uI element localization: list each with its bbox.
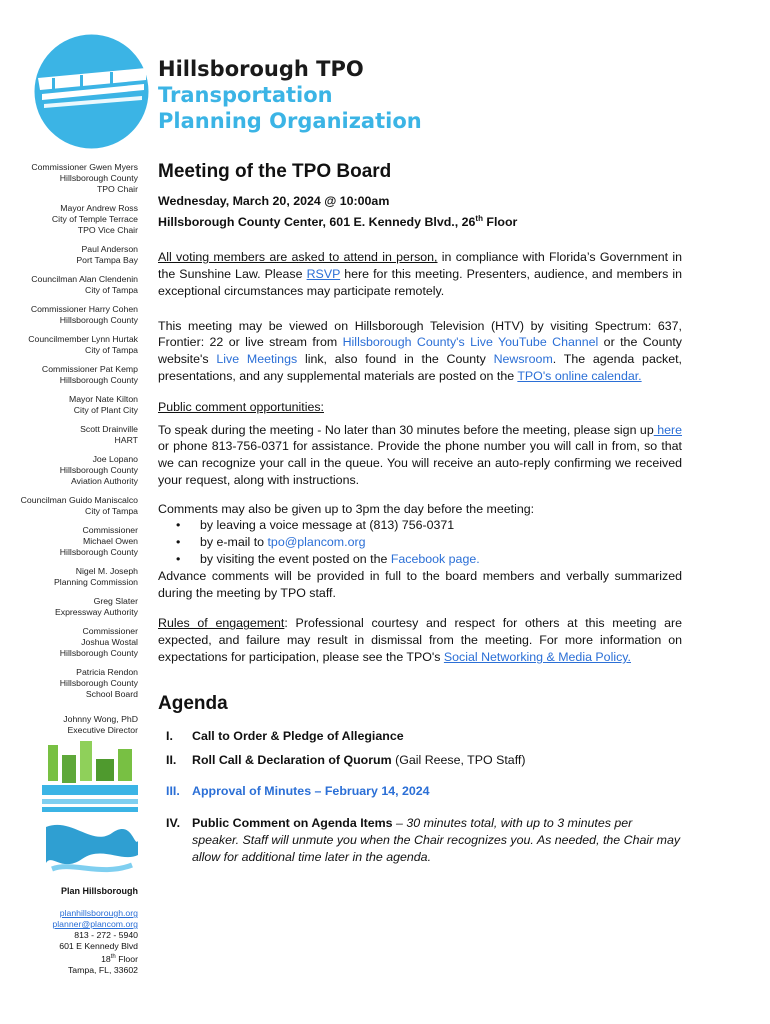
agenda-item: IV. Public Comment on Agenda Items – 30 minutes total, with up to 3 minutes per speaker. Staff will unmute you when the Chair recognizes you. As needed, the Chair may allow for additional time later in the agenda. bbox=[166, 816, 681, 864]
org-name-line2: Transportation bbox=[158, 83, 333, 107]
tpo-email-link[interactable]: tpo@plancom.org bbox=[267, 535, 366, 550]
board-member: Councilman Guido Maniscalco City of Tampa bbox=[20, 495, 138, 516]
org-name-line1: Hillsborough TPO bbox=[158, 57, 364, 81]
board-member: Scott Drainville HART bbox=[80, 424, 138, 445]
facebook-page-link[interactable]: Facebook page. bbox=[390, 552, 480, 567]
phone-number: 813 - 272 - 5940 bbox=[74, 930, 138, 940]
board-member: Nigel M. Joseph Planning Commission bbox=[53, 566, 138, 587]
agenda-item-minutes-link[interactable]: III. Approval of Minutes – February 14, 2024 bbox=[166, 784, 430, 799]
attendance-paragraph: All voting members are asked to attend in person, in compliance with Florida’s Government in the Sunshine Law. Please RSVP here for this meeting. Presenters, audience, and members in exceptional circumstances may participate remotely. bbox=[158, 250, 682, 298]
live-meetings-link[interactable]: Live Meetings bbox=[216, 352, 298, 367]
comment-options-list bbox=[200, 517, 682, 567]
social-media-policy-link[interactable]: Social Networking & Media Policy. bbox=[443, 650, 631, 665]
board-member: Councilmember Lynn Hurtak City of Tampa bbox=[28, 334, 138, 355]
email-link[interactable]: planner@plancom.org bbox=[52, 919, 138, 929]
online-calendar-link[interactable]: TPO's online calendar. bbox=[517, 368, 642, 383]
plan-hillsborough-graphic-icon bbox=[42, 737, 138, 877]
board-member: Mayor Andrew Ross City of Temple Terrace TPO Vice Chair bbox=[51, 203, 138, 235]
board-member: Greg Slater Expressway Authority bbox=[54, 596, 138, 617]
rsvp-link[interactable]: RSVP bbox=[306, 266, 341, 281]
comments-outro: Advance comments will be provided in full to the board members and verbally summarized during the meeting by TPO staff. bbox=[158, 568, 682, 600]
speak-paragraph: To speak during the meeting - No later than 30 minutes before the meeting, please sign up here or phone 813-756-0371 for assistance. Provide the phone number you will call in from, so that we can recognize your call in the queue. You will receive an auto-reply confirming we received your request, along with instructions. bbox=[158, 422, 682, 487]
board-member: Commissioner Harry Cohen Hillsborough County bbox=[30, 304, 138, 325]
agenda-list bbox=[166, 728, 682, 866]
website-link[interactable]: planhillsborough.org bbox=[59, 908, 138, 918]
board-member: Commissioner Gwen Myers Hillsborough County TPO Chair bbox=[31, 162, 138, 194]
rules-paragraph: Rules of engagement: Professional courtesy and respect for others at this meeting are expected, and failure may result in dismissal from the meeting. For more information on expectations for participation, please see the TPO's Social Networking & Media Policy. bbox=[158, 616, 682, 665]
org-name-line3: Planning Organization bbox=[158, 109, 422, 133]
agenda-item: I. Call to Order & Pledge of Allegiance bbox=[166, 728, 404, 743]
org-name bbox=[158, 56, 422, 134]
address-floor: 18th Floor bbox=[101, 953, 138, 964]
list-item: • by leaving a voice message at (813) 756-0371 bbox=[200, 517, 682, 534]
board-member: Councilman Alan Clendenin City of Tampa bbox=[31, 274, 138, 295]
sign-up-link[interactable]: here bbox=[653, 422, 682, 437]
youtube-channel-link[interactable]: Hillsborough County's Live YouTube Channel bbox=[342, 335, 599, 350]
address-line1: 601 E Kennedy Blvd bbox=[59, 941, 138, 951]
board-member: Commissioner Joshua Wostal Hillsborough County bbox=[59, 626, 138, 658]
board-member: Patricia Rendon Hillsborough County School Board bbox=[59, 667, 138, 699]
board-member: Mayor Nate Kilton City of Plant City bbox=[68, 394, 138, 415]
public-comment-heading: Public comment opportunities: bbox=[158, 399, 324, 414]
main-content bbox=[158, 160, 682, 866]
list-item: • by e-mail to tpo@plancom.org bbox=[200, 534, 682, 551]
meeting-date: Wednesday, March 20, 2024 @ 10:00am bbox=[158, 194, 390, 208]
board-member: Paul Anderson Port Tampa Bay bbox=[76, 244, 138, 265]
agenda-heading: Agenda bbox=[158, 692, 228, 714]
viewing-paragraph: This meeting may be viewed on Hillsborough Television (HTV) by visiting Spectrum: 637, Frontier: 22 or live stream from Hillsborough County's Live YouTube Channel or the County website's Live Meetings link, also found in the County Newsroom. The agenda packet, presentations, and any supplemental materials are posted on the TPO's online calendar. bbox=[158, 318, 683, 383]
list-item: • by visiting the event posted on the Facebook page. bbox=[200, 551, 682, 568]
address-city: Tampa, FL, 33602 bbox=[67, 964, 138, 975]
board-member: Commissioner Michael Owen Hillsborough County bbox=[59, 525, 138, 557]
plan-hillsborough-title: Plan Hillsborough bbox=[60, 886, 138, 896]
executive-director: Johnny Wong, PhD Executive Director bbox=[63, 714, 138, 735]
contact-info bbox=[10, 908, 138, 976]
newsroom-link[interactable]: Newsroom bbox=[493, 352, 553, 367]
board-member: Commissioner Pat Kemp Hillsborough County bbox=[41, 364, 138, 385]
agenda-item: II. Roll Call & Declaration of Quorum (Gail Reese, TPO Staff) bbox=[166, 752, 526, 767]
meeting-location: Hillsborough County Center, 601 E. Kennedy Blvd., 26th Floor bbox=[158, 214, 518, 230]
comments-intro: Comments may also be given up to 3pm the day before the meeting: bbox=[158, 501, 535, 516]
page-title: Meeting of the TPO Board bbox=[158, 161, 392, 182]
tpo-logo-icon bbox=[34, 34, 149, 149]
board-member-list bbox=[10, 162, 138, 744]
board-member: Joe Lopano Hillsborough County Aviation Authority bbox=[59, 454, 138, 486]
